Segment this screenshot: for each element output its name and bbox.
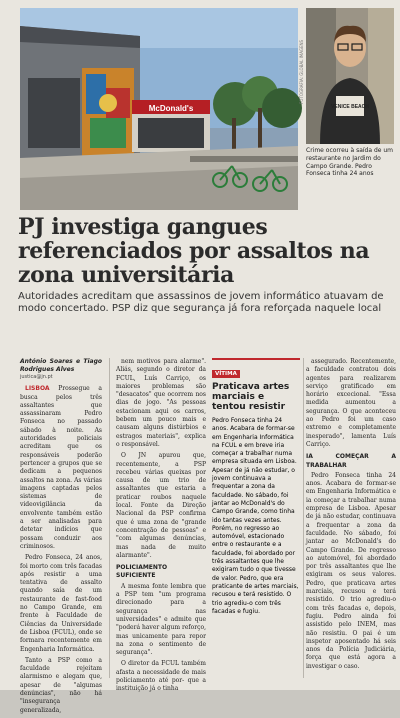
- sidebar-tag: VÍTIMA: [212, 370, 240, 378]
- sidebar-body: Pedro Fonseca tinha 24 anos. Acabara de formar-se em Engenharia Informática na FCUL e em breve iria começar a trabalhar numa empresa situada em Lisboa. Apesar de já não estudar, o jovem continuava a frequentar a zona da faculdade. No sábado, foi jantar ao McDonald's do Campo Grande, como tinha ido tantas vezes antes. Porém, no regresso ao automóvel, estacionado entre o restaurante e a faculdade, foi abordado por três assaltantes que lhe exigiram tudo o que tivesse de valor. Pedro, que era praticante de artes marciais, recusou e terá resistido. O trio agrediu-o com três facadas e fugiu.: [212, 417, 299, 615]
- article-column-1: [20, 358, 102, 718]
- paragraph: nem motivos para alarme". Aliás, segundo o diretor da FCUL, Luís Carriço, os maiores problemas são "desacatos" que ocorrem nos dias de jogo. "As pessoas estacionam aqui os carros, bebem um pouco mais e causam alguns distúrbios e estragos materiais", explica o responsável.: [116, 358, 206, 448]
- paragraph: [20, 385, 102, 551]
- article-column-2: [116, 358, 206, 697]
- restaurant-sign: McDonald's: [148, 104, 194, 113]
- article-lead: Autoridades acreditam que assassinos de jovem informático atuavam de modo concertado. PSP diz que segurança já fora reforçada naquele local: [18, 291, 384, 314]
- sidebar-title: Praticava artes marciais e tentou resistir: [212, 382, 290, 412]
- section-subhead: IA COMEÇAR A TRABALHAR: [306, 453, 396, 469]
- article-headline: PJ investiga gangues referenciados por assaltos na zona universitária: [18, 214, 370, 288]
- byline-authors: António Soares e Tiago Rodrigues Alves: [20, 358, 102, 373]
- main-photo: [20, 8, 298, 210]
- paragraph: Pedro Fonseca tinha 24 anos. Acabara de formar-se em Engenharia Informática e ia começar a trabalhar numa empresa de Lisboa. Apesar de já não estudar, continuava a frequentar a zona da faculdade. No sábado, foi jantar ao McDonald's do Campo Grande. De regresso ao automóvel, foi abordado por três assaltantes que lhe exigiram os seus valores. Pedro, que praticava artes marciais, recusou e terá resistido. O trio agrediu-o com três facadas e, depois, fugiu. Pedro ainda foi assistido pelo INEM, mas não resistiu. O pai é um inspetor aposentado há seis anos da Polícia Judiciária, força que está agora a investigar o caso.: [306, 471, 396, 670]
- paragraph: Pedro Fonseca, 24 anos, foi morto com três facadas após resistir a uma tentativa de assalto quando saía de um restaurante de fast-food no Campo Grande, em frente à Faculdade de Ciências da Universidade de Lisboa (FCUL), onde se formara recentemente em Engenharia Informática.: [20, 554, 102, 653]
- photo-credit: FOTOGRAFIA: GLOBAL IMAGENS: [299, 39, 304, 104]
- paragraph: O JN apurou que, recentemente, a PSP recebeu várias queixas por causa de um trio de assaltantes que estaria a praticar roubos naquele local. Fonte da Direção Nacional da PSP confirma que é uma zona de "grande concentração de pessoas" e "com algumas denúncias, mas nada de muito alarmante".: [116, 452, 206, 559]
- section-subhead: POLICIAMENTO SUFICIENTE: [116, 564, 168, 580]
- column-divider: [303, 358, 304, 678]
- street-scene-illustration: [20, 8, 298, 210]
- paragraph-text: Prossegue a busca pelos três assaltantes que assassinaram Pedro Fonseca no passado sábado à noite. As autoridades policiais acreditam que os responsáveis poderão pertencer a grupos que se dedicam a pequenos assaltos na zona. As várias imagens captadas pelos sistemas de videovigilância da envolvente também estão a ser analisadas para detetar indícios que possam conduzir aos criminosos.: [20, 385, 102, 550]
- victim-sidebar-box: [212, 358, 300, 678]
- paragraph: A mesma fonte lembra que a PSP tem "um programa direcionado para a segurança nas universidades" e admite que "poderá haver algum reforço, mas unicamente para repor na zona o sentimento de segurança".: [116, 582, 206, 657]
- paragraph: O diretor da FCUL também afasta a necessidade de mais policiamento até por- que a instituição já o tinha: [116, 660, 206, 693]
- paragraph: assegurado. Recentemente, a faculdade contratou dois agentes para realizarem serviço gratificado em horário excecional. "Essa medida aumentou a segurança. O que aconteceu ao Pedro foi um caso extremo e completamente inesperado", lamenta Luís Carriço.: [306, 358, 396, 448]
- photo-caption: Crime ocorreu à saída de um restaurante no Jardim do Campo Grande. Pedro Fonseca tinha 24 anos: [306, 147, 394, 178]
- portrait-illustration: [306, 8, 394, 144]
- paragraph: Tanto a PSP como a faculdade rejeitam alarmismo e alegam que, apesar de "algumas denúncias", não há "insegurança generalizada,: [20, 656, 102, 714]
- byline-email: justica@jn.pt: [20, 374, 53, 380]
- portrait-photo: [306, 8, 394, 144]
- article-column-4: [306, 358, 396, 674]
- column-divider: [109, 358, 110, 678]
- dateline: LISBOA: [25, 385, 50, 393]
- tshirt-print: VENICE BEACH: [331, 104, 369, 110]
